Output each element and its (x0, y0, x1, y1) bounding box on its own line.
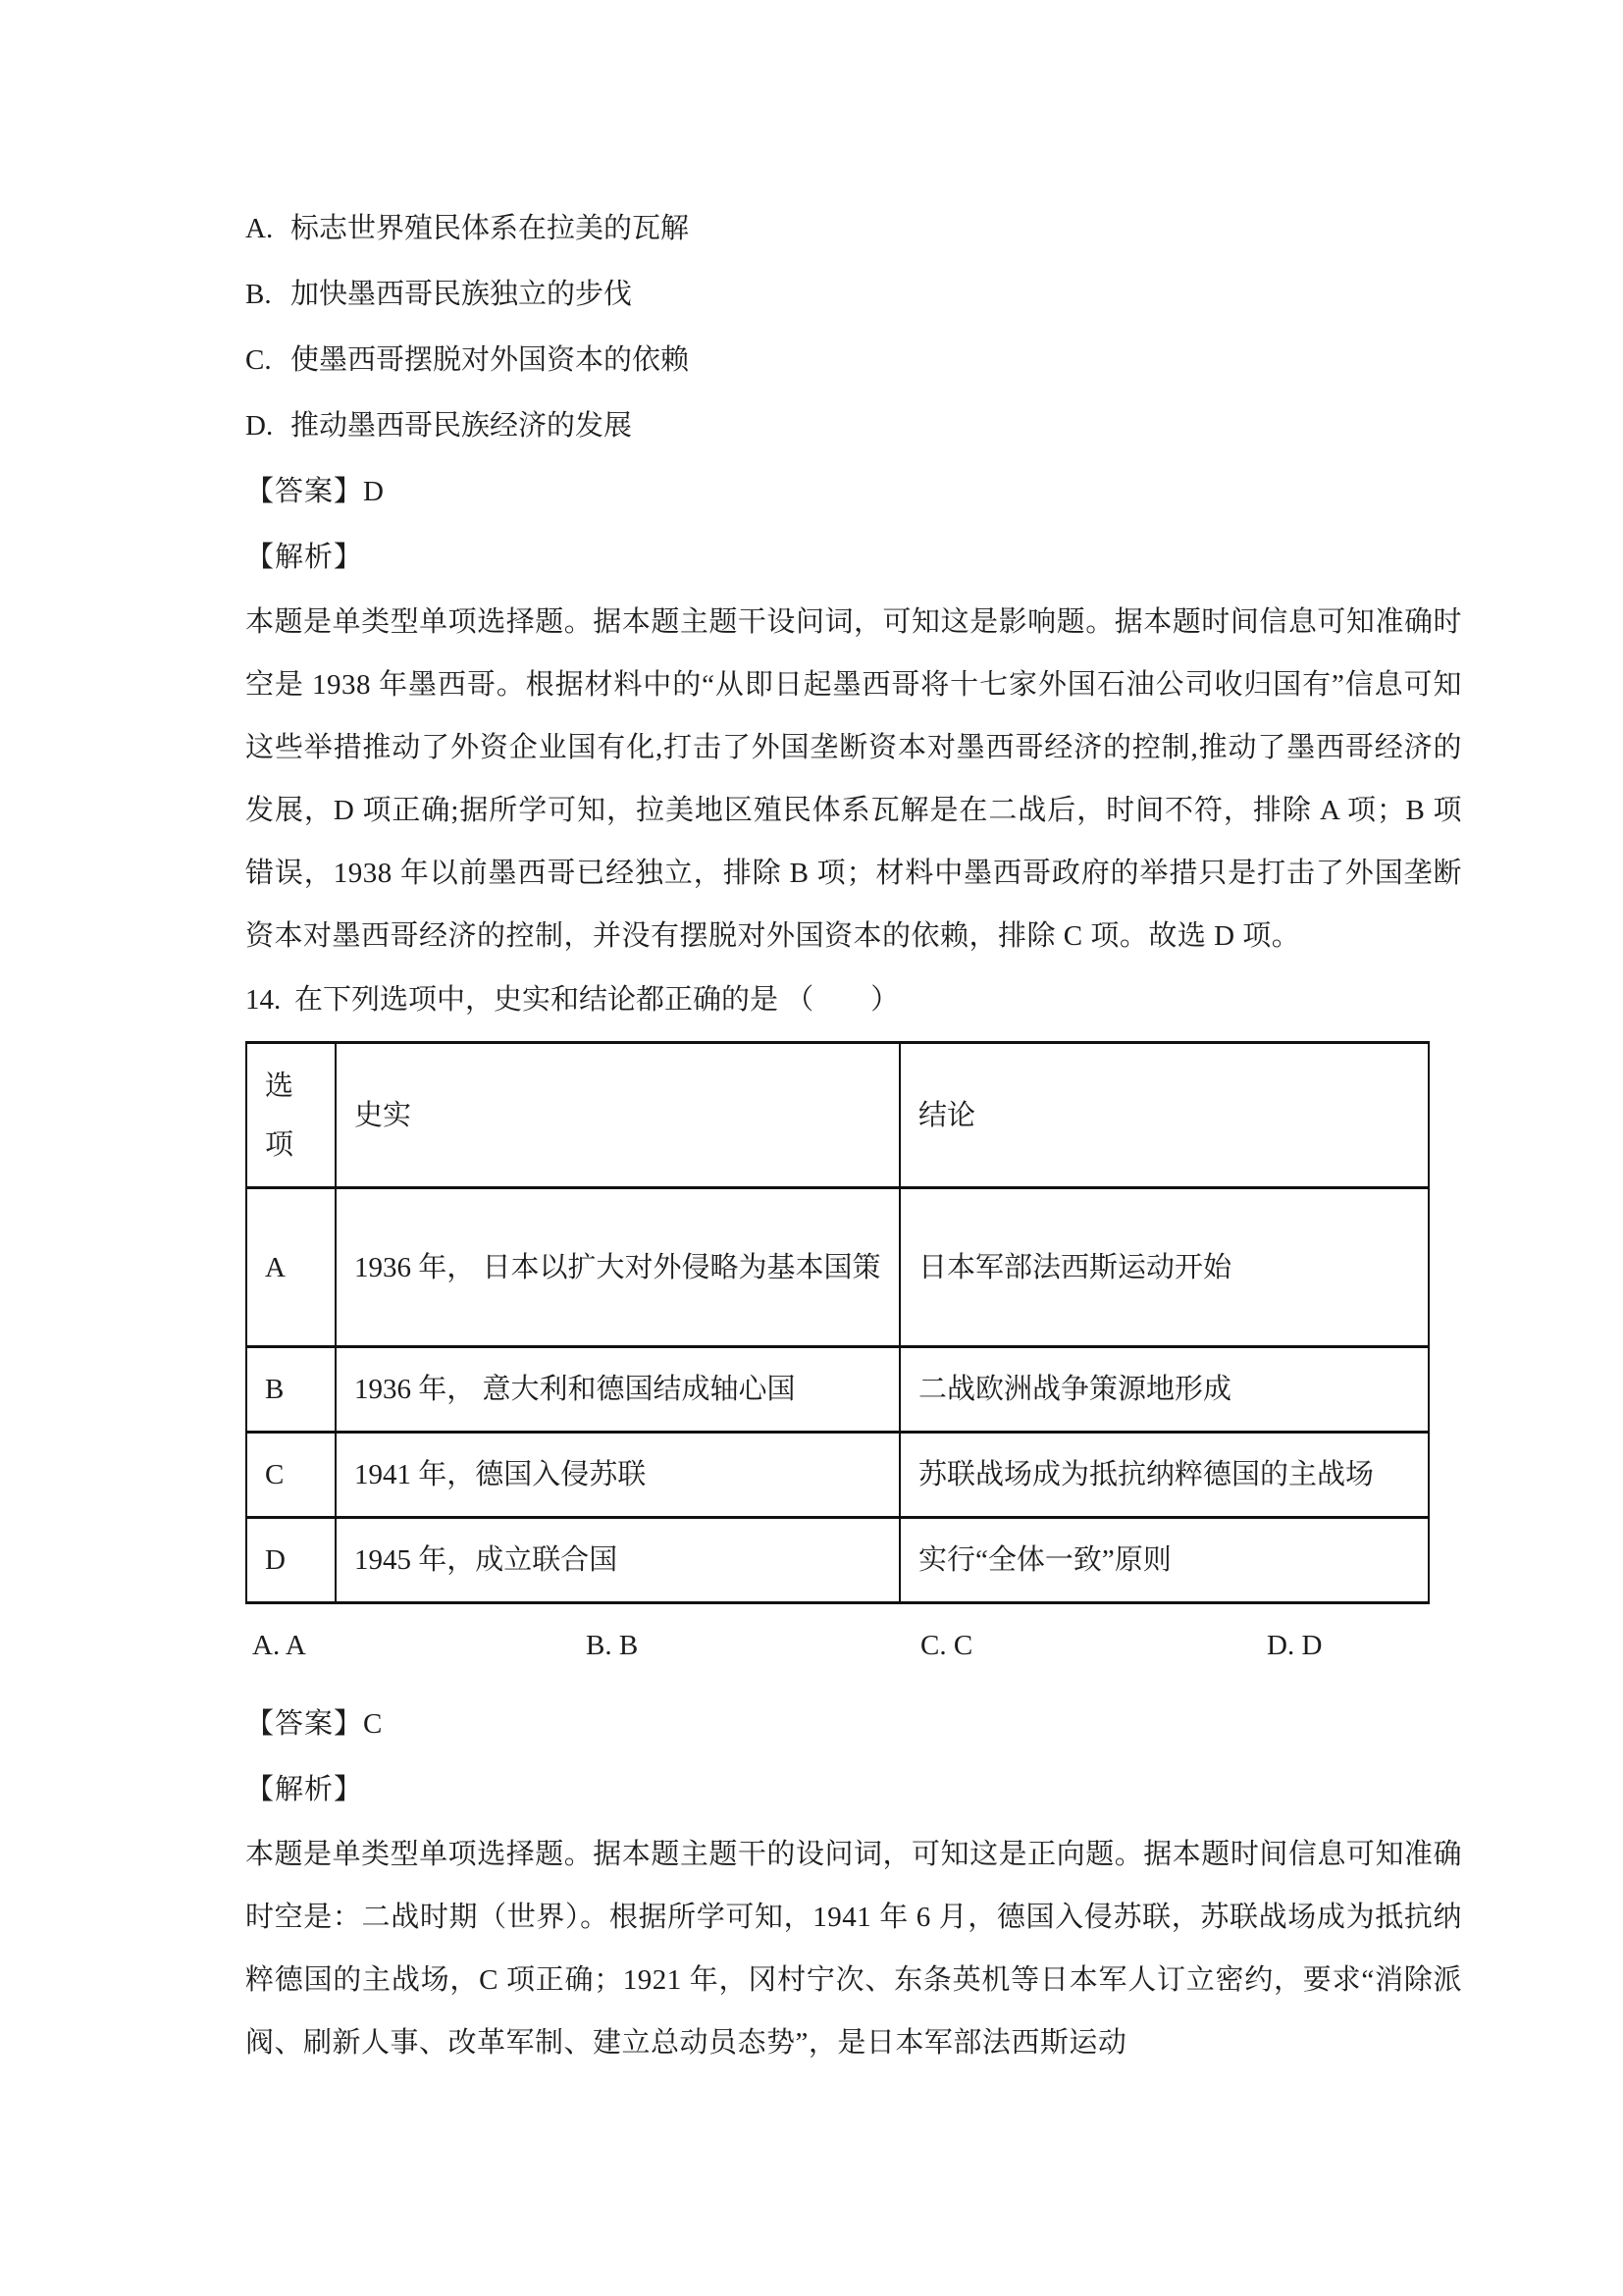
table-cell-conclusion-d: 实行“全体一致”原则 (900, 1518, 1429, 1603)
option-line-c (245, 328, 1462, 393)
answer-value-q13: D (363, 476, 384, 507)
table-row-a (246, 1188, 1429, 1347)
option-line-a (245, 196, 1462, 262)
analysis-heading-q14: 【解析】 (245, 1774, 364, 1805)
analysis-text-q13: 本题是单类型单项选择题。据本题主题干设问词，可知这是影响题。据本题时间信息可知准确时空是 1938 年墨西哥。根据材料中的“从即日起墨西哥将十七家外国石油公司收归国有”信息可知这些举措推动了外资企业国有化,打击了外国垄断资本对墨西哥经济的控制,推动了墨西哥经济的发展，D 项正确;据所学可知，拉美地区殖民体系瓦解是在二战后，时间不符，排除 A 项；B 项错误，1938 年以前墨西哥已经独立，排除 B 项；材料中墨西哥政府的举措只是打击了外国垄断资本对墨西哥经济的控制，并没有摆脱对外国资本的依赖，排除 C 项。故选 D 项。 (245, 606, 1462, 952)
analysis-heading-q13: 【解析】 (245, 542, 364, 573)
choice-a: A. A (252, 1630, 306, 1661)
option-a-text: 标志世界殖民体系在拉美的瓦解 (290, 213, 690, 244)
table-cell-fact-d: 1945 年，成立联合国 (336, 1518, 900, 1603)
table-cell-conclusion-b: 二战欧洲战争策源地形成 (900, 1347, 1429, 1433)
question-14-number: 14. (245, 984, 282, 1016)
table-cell-conclusion-c: 苏联战场成为抵抗纳粹德国的主战场 (900, 1433, 1429, 1518)
table-cell-option-d: D (246, 1518, 336, 1603)
answer-line-q13 (245, 459, 1462, 525)
choice-d: D. D (1267, 1630, 1323, 1661)
table-cell-fact-b: 1936 年， 意大利和德国结成轴心国 (336, 1347, 900, 1433)
option-b-text: 加快墨西哥民族独立的步伐 (290, 279, 633, 310)
option-c-text: 使墨西哥摆脱对外国资本的依赖 (290, 344, 690, 376)
answer-value-q14: C (363, 1708, 383, 1740)
table-header-fact: 史实 (336, 1043, 900, 1188)
option-line-d (245, 393, 1462, 459)
table-row-c (246, 1433, 1429, 1518)
question-14-table (245, 1041, 1430, 1604)
question-14-stem: 在下列选项中，史实和结论都正确的是 （ ） (294, 984, 900, 1016)
choice-b: B. B (586, 1630, 639, 1661)
option-line-b (245, 262, 1462, 328)
table-row-d (246, 1518, 1429, 1603)
table-header-conclusion: 结论 (900, 1043, 1429, 1188)
question-14-line (245, 967, 1462, 1033)
option-a-label: A. (245, 213, 274, 244)
option-b-label: B. (245, 279, 272, 310)
choices-row (245, 1626, 1462, 1692)
table-cell-fact-c: 1941 年，德国入侵苏联 (336, 1433, 900, 1518)
table-cell-option-b: B (246, 1347, 336, 1433)
answer-label-q13: 【答案】 (245, 476, 364, 507)
choice-c: C. C (920, 1630, 973, 1661)
table-cell-conclusion-a: 日本军部法西斯运动开始 (900, 1188, 1429, 1347)
option-d-label: D. (245, 410, 274, 442)
option-d-text: 推动墨西哥民族经济的发展 (290, 410, 633, 442)
table-row-b (246, 1347, 1429, 1433)
table-header-option: 选项 (246, 1043, 336, 1188)
answer-line-q14 (245, 1692, 1462, 1757)
table-header-row (246, 1043, 1429, 1188)
analysis-text-q14: 本题是单类型单项选择题。据本题主题干的设问词，可知这是正向题。据本题时间信息可知准确时空是：二战时期（世界）。根据所学可知，1941 年 6 月，德国入侵苏联，苏联战场成为抵抗纳粹德国的主战场，C 项正确；1921 年，冈村宁次、东条英机等日本军人订立密约，要求“消除派阀、刷新人事、改革军制、建立总动员态势”，是日本军部法西斯运动 (245, 1839, 1462, 2059)
table-cell-option-c: C (246, 1433, 336, 1518)
option-c-label: C. (245, 344, 272, 376)
answer-label-q14: 【答案】 (245, 1708, 364, 1740)
table-cell-option-a: A (246, 1188, 336, 1347)
table-cell-fact-a: 1936 年， 日本以扩大对外侵略为基本国策 (336, 1188, 900, 1347)
